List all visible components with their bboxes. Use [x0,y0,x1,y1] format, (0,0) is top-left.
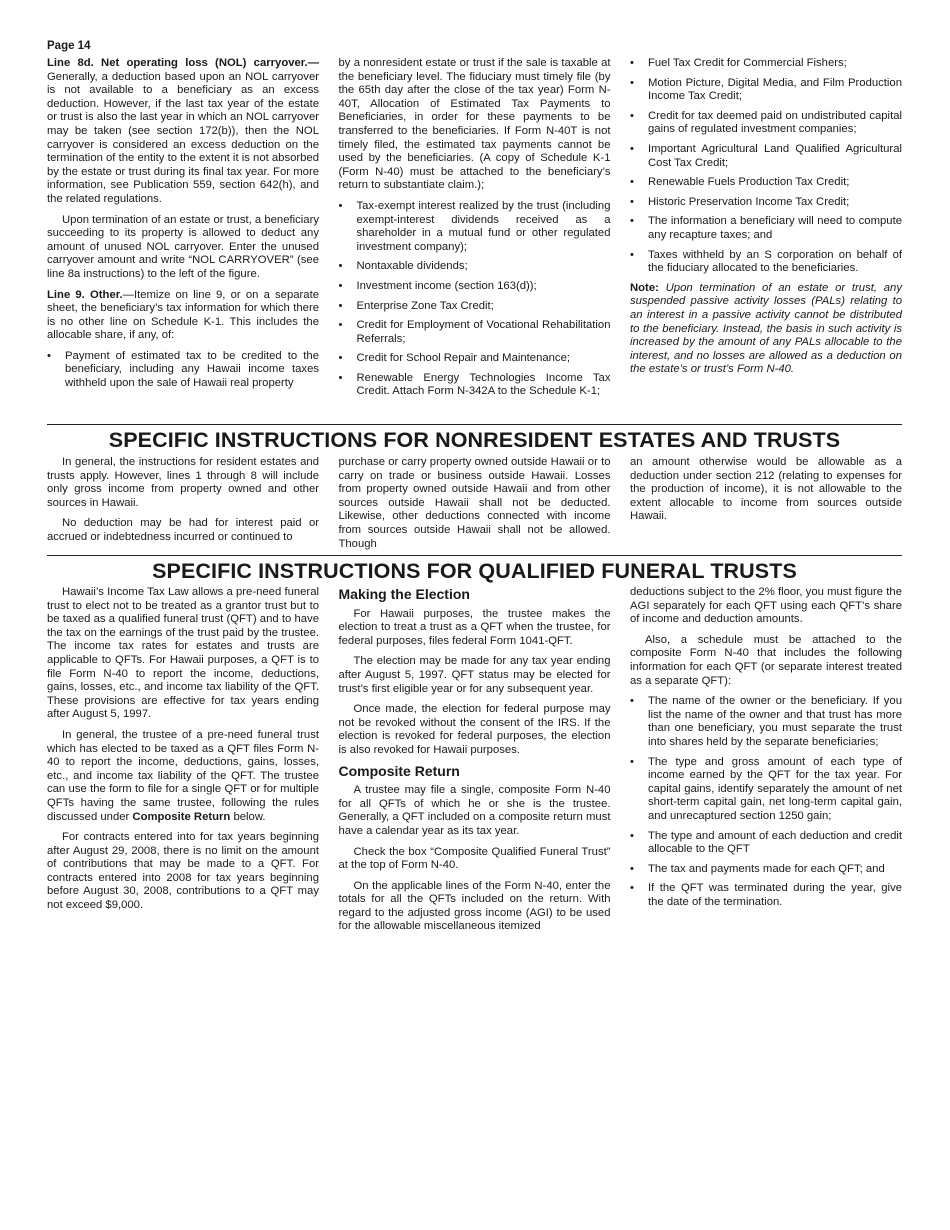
bullet-icon: • [630,755,634,768]
run-in-heading-line-8d: Line 8d. Net operating loss (NOL) carryover.— [47,57,319,69]
list-item-text: The type and gross amount of each type of income earned by the QFT for the tax year. For capital gains, identify separately the amount of net short-term capital gain, net long-term capital gain, and unrecaptured section 1250 gain; [648,755,902,822]
run-in-heading-line-9: Line 9. Other. [47,288,123,301]
bullet-icon: • [630,862,634,875]
section-title-nonresident: SPECIFIC INSTRUCTIONS FOR NONRESIDENT ESTATES AND TRUSTS [108,428,841,452]
note-pal-termination [630,282,902,377]
section-k1-instructions [47,57,902,405]
list-item [339,200,611,254]
paragraph-text: In general, the trustee of a pre-need funeral trust which has elected to be taxed as a QFT files Form N-40 to report the income, deductions, gains, losses, etc., and income tax liability of the QFT. The trustee can use the form to file for a single QFT or for multiple QFTs having the same trustee, following the rules discussed under [47,728,319,823]
paragraph: Once made, the election for federal purpose may not be revoked without the consent of the IRS. If the election is revoked for federal purposes, the election is also revoked for Hawaii purposes. [338,703,611,756]
column-2 [339,57,611,405]
list-item-text: Enterprise Zone Tax Credit; [356,299,494,312]
paragraph: For contracts entered into for tax years beginning after August 29, 2008, there is no limit on the amount of contributions that may be made to a QFT. For contracts entered into 2008 for tax years beginning before August 30, 2008, contributions to a QFT may not exceed $9,000. [47,831,319,912]
column-1 [47,57,319,405]
bullet-list [339,200,611,399]
bullet-icon: • [338,260,343,273]
list-item [630,110,902,137]
note-label: Note: [630,281,659,294]
paragraph: For Hawaii purposes, the trustee makes the election to treat a trust as a QFT when the trustee, for federal purposes, files federal Form 1041-QFT. [338,607,611,647]
paragraph: Hawaii’s Income Tax Law allows a pre-need funeral trust to elect not to be treated as a grantor trust but to be taxed as a qualified funeral trust (QFT) and to have the tax on the earnings of the trust paid by the trustee. The income tax rates for estates and trusts are applicable to QFTs. For Hawaii purposes, a QFT is to file Form N-40 to report the income, deductions, gains, losses, etc., and income tax liability of the QFT. These provisions are effective for tax years ending after August 5, 1997. [47,586,319,721]
list-item [630,695,902,749]
list-item [630,215,902,242]
list-item-text: Credit for tax deemed paid on undistributed capital gains of regulated investment companies; [648,109,902,136]
list-item [630,77,902,104]
list-item [339,280,611,294]
list-item [630,830,902,857]
list-item-text: Historic Preservation Income Tax Credit; [648,195,850,208]
bullet-icon: • [630,57,634,69]
bullet-icon: • [630,76,634,89]
list-item [630,143,902,170]
list-item-text: Payment of estimated tax to be credited to the beneficiary, including any Hawaii income taxes withheld upon the sale of Hawaii real property [65,349,319,390]
list-item [339,352,611,366]
list-item [630,863,902,877]
list-item-text: Fuel Tax Credit for Commercial Fishers; [648,57,847,69]
bullet-list [630,695,902,909]
list-item-text: Investment income (section 163(d)); [356,279,537,292]
paragraph: No deduction may be had for interest paid or accrued or indebtedness incurred or continued to [47,517,319,543]
paragraph: Check the box “Composite Qualified Funeral Trust” at the top of Form N-40. [338,845,611,872]
paragraph-text: —Itemize on line 9, or on a separate sheet, the beneficiary’s tax information for which there is no other line on Schedule K-1. This includes the allocable share, if any, of: [47,288,319,342]
list-item-text: Motion Picture, Digital Media, and Film Production Income Tax Credit; [648,76,902,103]
bullet-list [630,57,902,276]
paragraph-text: below. [230,810,266,823]
page-number: Page 14 [47,40,91,52]
section-divider [47,424,902,425]
paragraph: an amount otherwise would be allowable as a deduction under section 212 (relating to expenses for the production of income), it is not allowable to the extent allocable to income from sources outside Hawaii. [630,456,902,523]
section-qualified-funeral-trusts [47,586,902,941]
bullet-list [47,350,319,391]
column-1 [47,456,319,558]
bullet-icon: • [338,352,343,365]
list-item [630,756,902,824]
column-2 [339,586,611,941]
paragraph: In general, the instructions for resident estates and trusts apply. However, lines 1 through 8 will include only gross income from property owned and other sources in Hawaii. [47,456,319,509]
heading-composite-return: Composite Return [338,762,460,779]
paragraph: purchase or carry property owned outside Hawaii or to carry on trade or business outside Hawaii. Losses from property owned outside Hawaii and from other sources outside Hawaii shall not be deducted. Likewise, other deductions connected with income from sources outside Hawaii shall not be allowed. Though [338,456,611,550]
list-item-text: If the QFT was terminated during the year, give the date of the termination. [648,882,902,908]
bullet-icon: • [630,215,634,228]
list-item-text: The name of the owner or the beneficiary. If you list the name of the owner and that trust has more than one beneficiary, you must separate the trust into shares held by the separate beneficiaries; [648,695,902,748]
bullet-icon: • [338,371,343,384]
list-item [630,249,902,276]
list-item [630,176,902,190]
paragraph: On the applicable lines of the Form N-40, enter the totals for all the QFTs included on the return. With regard to the adjusted gross income (AGI) to be used for the allowable miscellaneous itemized [338,879,611,933]
paragraph: deductions subject to the 2% floor, you must figure the AGI separately for each QFT using each QFT’s share of income and deduction amounts. [630,586,902,626]
column-2 [339,456,611,558]
list-item-text: Important Agricultural Land Qualified Agricultural Cost Tax Credit; [648,142,902,169]
paragraph-line-9 [47,289,319,343]
list-item [630,57,902,71]
list-item [630,882,902,909]
bullet-icon: • [338,319,343,332]
bullet-icon: • [338,199,343,212]
list-item [339,319,611,346]
section-divider [47,555,902,556]
paragraph-nol-termination: Upon termination of an estate or trust, a beneficiary succeeding to its property is allowed to deduct any amount of unused NOL carryover. Enter the unused carryover amount and write “NOL CARRYOVER” (see line 8a instructions) to the left of the figure. [47,213,319,280]
list-item [339,260,611,274]
bullet-icon: • [630,176,634,189]
heading-making-the-election: Making the Election [338,586,470,602]
list-item-text: Credit for Employment of Vocational Rehabilitation Referrals; [356,319,611,345]
paragraph [47,729,319,824]
column-3 [630,57,902,405]
list-item [339,300,611,314]
composite-return-reference: Composite Return [132,810,231,823]
list-item [47,350,319,391]
list-item [630,196,902,210]
list-item-text: Renewable Fuels Production Tax Credit; [648,176,850,189]
bullet-icon: • [630,829,634,842]
note-text: Upon termination of an estate or trust, any suspended passive activity losses (PALs) relating to an interest in a passive activity cannot be distributed to the beneficiary. Instead, the basis in such activity is increased by the amount of any PALs allocable to the interest, and no losses are allowed as a deduction on the estate’s or trust’s Form N-40. [630,281,902,376]
bullet-icon: • [338,279,343,292]
section-title-qft: SPECIFIC INSTRUCTIONS FOR QUALIFIED FUNERAL TRUSTS [152,559,797,583]
list-item-text: The type and amount of each deduction and credit allocable to the QFT [648,829,902,856]
bullet-icon: • [630,248,634,261]
bullet-icon: • [630,195,634,208]
section-nonresident-estates [47,456,902,558]
list-item-text: Renewable Energy Technologies Income Tax Credit. Attach Form N-342A to the Schedule K-1; [356,371,611,398]
bullet-icon: • [630,142,634,155]
bullet-icon: • [47,349,51,362]
paragraph-text: Generally, a deduction based upon an NOL carryover is not available to a beneficiary as an excess deduction. However, if the last tax year of the estate or trust is also the last year in which an NOL carryover may be taken (see section 172(b)), then the NOL carryover is considered an excess deduction on the termination of the entity to the extent it is not absorbed by the estate or trust during its final tax year. For more information, see Publication 559, section 642(h), and the related regulations. [47,70,319,205]
paragraph: The election may be made for any tax year ending after August 5, 1997. QFT status may be elected for trust’s first eligible year or for any subsequent year. [338,655,611,695]
paragraph-continued: by a nonresident estate or trust if the sale is taxable at the beneficiary level. The fiduciary must timely file (by the 65th day after the close of the tax year) Form N-40T, Allocation of Estimated Tax Payments to Beneficiaries, in order for these payments to be transferred to the beneficiaries. If Form N-40T is not timely filed, the estimated tax payments cannot be used by the beneficiaries. (A copy of Schedule K-1 (Form N-40) must be attached to the beneficiary’s return to substantiate claim.); [338,57,611,192]
bullet-icon: • [630,695,634,708]
list-item-text: The tax and payments made for each QFT; and [648,862,885,875]
paragraph: Also, a schedule must be attached to the composite Form N-40 that includes the following information for each QFT (or separate interest treated as a separate QFT): [630,633,902,687]
bullet-icon: • [338,299,343,312]
list-item [339,372,611,399]
list-item-text: Taxes withheld by an S corporation on behalf of the fiduciary allocated to the beneficiaries. [648,248,902,275]
column-3 [630,586,902,941]
list-item-text: The information a beneficiary will need to compute any recapture taxes; and [648,215,902,241]
column-1 [47,586,319,941]
paragraph-line-8d [47,57,319,207]
column-3 [630,456,902,558]
bullet-icon: • [630,109,634,122]
paragraph: A trustee may file a single, composite Form N-40 for all QFTs of which he or she is the trustee. Generally, a QFT included on a composite return must have a calendar year as its tax year. [338,784,611,837]
list-item-text: Credit for School Repair and Maintenance; [356,352,571,365]
list-item-text: Tax-exempt interest realized by the trust (including exempt-interest dividends received as a shareholder in a mutual fund or other regulated investment company); [356,199,611,253]
list-item-text: Nontaxable dividends; [356,260,468,273]
bullet-icon: • [630,882,634,895]
